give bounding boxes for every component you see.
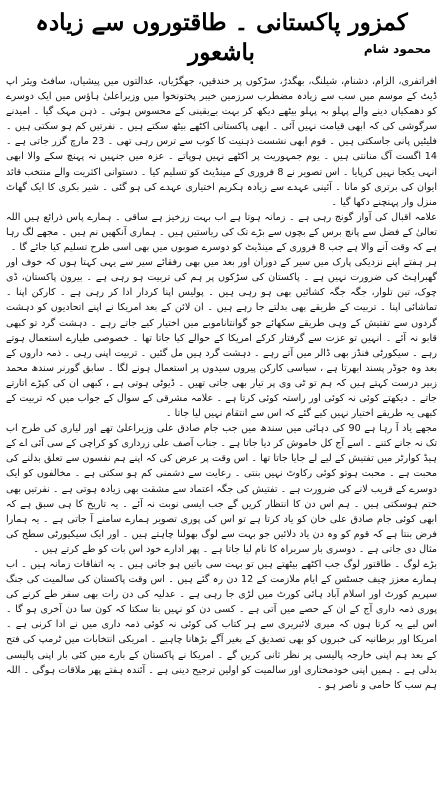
article-paragraph: علامہ اقبال کی آواز گونج رہی ہے ۔ زمانہ ہوتا ہے اب بہت زرخیز ہے ساقی ۔ ہمارے پاس ذرائع ہیں اللہ تعالیٰ کے فضل سے پانچ برس کے بچوں سے بڑے تک کی ریاستیں ہیں ۔ ہماری آنکھیں نم ہیں ۔ مجھے لگ رہا ہے کہ وقت آنے والا ہے جب 8 فروری کے مینڈیٹ کو دوسرے صوبوں میں بھی اسی طرح تسلیم کیا جائے گا ۔ bbox=[6, 211, 437, 254]
author-byline: محمود شام bbox=[363, 42, 431, 56]
article-body bbox=[6, 74, 437, 796]
column-headline: کمزور پاکستانی ۔ طاقتوروں سے زیادہ باشعور bbox=[35, 9, 408, 66]
article-paragraph: ہر ہفتے اپنے نزدیکی پارک میں سیر کے دوران اور بعد میں بھی رفقائے سیر سے یہی کہتا ہوں کہ خوف اور گھبراہٹ کی ضرورت نہیں ہے ۔ پاکستان کی سڑکوں پر ہم کی تربیت ہو رہی ہے ۔ بیرون پاکستان، ڈی چوک، تین تلوار، جگہ جگہ کشائیں بھی ہو رہی ہیں ۔ پولیس اپنا کردار ادا کر رہی ہے ۔ کارکن اپنا ۔ تماشائی اپنا ۔ تربیت کے طریقے بھی بدلتے جا رہے ہیں ۔ ان لائن کے بعد امریکا نے اپنے اتحادیوں کو دہشت گردوں سے تفتیش کے وہی طریقے سکھائے جو گوانتاناموبے میں اختیار کیے جاتے رہے ۔ دہشت گرد تو کبھی قابو نہ آئے ۔ انہیں تو عزت سے گرفتار کرکے امریکا کے حوالے کیا جاتا تھا ۔ خصوصی طیارے استعمال ہوتے رہے ۔ سیکورٹی فنڈز بھی ڈالر میں آتے رہے ۔ دہشت گرد ہیں مل گئیں ۔ تربیت اپنی رہی ۔ ذمہ داروں کے بعد وہ جوڈر پسند ابھرتا ہے ، سیاسی کارکن پیروں سیدوں پر استعمال ہونے لگا ۔ سابق گورنر سندھ محمد زبیر درست کہتے ہیں کہ ہم تو ٹی وی پر تیار بھی جاتی تھیں ۔ ڈیوٹی ہوتی ہے ، کبھی ان کی کپڑے اتارتے جاتے ۔ دیکھتے کوئی نہ کوئی اور راستہ کوئی کرتا ہے ۔ علامہ مشرقی کے سوال کے جواب میں کہ تربیت کے کبھی یہ طریقے اختیار نہیں کیے گئے کہ اس سے انتقام نہیں لیا جاتا ۔ bbox=[6, 257, 437, 420]
article-paragraph: مجھے یاد آ رہا ہے 90 کی دہائی میں سندھ میں جب جام صادق علی وزیراعلیٰ تھے اور لیاری کی طرح اب تک نہ جانے کتنے ۔ اسے آج کل خاموش کر دیا جاتا ہے ۔ جناب آصف علی زرداری کو کراچی کے سی آئی اے کے ہیڈ کوارٹر میں تفتیش کے لیے لے جایا جاتا تھا ۔ اس وقت پر عرض کی کہ اپنے ہم نفسوں سے تعلق بدلنے کی محبت ہے ۔ محبت ہوتو کوئی رکاوٹ نہیں بنتی ۔ رعایت سے دشمنی کم ہو سکتی ہے ۔ مخالفوں کو ایک دوسرے کے قریب لانے کی ضرورت ہے ۔ تفتیش کی جگہ اعتماد سے مشقت بھی زیادہ ہوتی ہے ۔ نفرتیں بھی ختم ہوسکتی ہیں ۔ ہم اس دن کا انتظار کریں گے جب ایسی نوبت نہ آئے ۔ یہ تاریخ کا ہی سبق ہے کہ ابھی کوئی جام صادق علی خان کو یاد کرتا ہے تو اس کی پوری تصویر ہمارے سامنے آ جاتی ہے ۔ یہ ہمارا فرض بنتا ہے کہ قوم کو وہ دن یاد دلائیں جو بہت سے لوگ بھولنا چاہتے ہیں ۔ اور ایک سیکیورٹی سطح کی مثال دی جاتی ہے ۔ دوسری بار سربراہ کا نام لیا جاتا ہے ۔ پھر ادارے خود اس بات کو طے کرتے ہیں ۔ bbox=[6, 423, 437, 555]
article-paragraph: افراتفری، الزام، دشنام، شیلنگ، بھگدڑ، سڑکوں پر خندقیں، جھگڑیاں، عدالتوں میں پیشیاں، سافٹ ویئر اپ ڈیٹ کے موسم میں سب سے زیادہ مضطرب سرزمین خیبر پختونخوا میں وزیراعلیٰ ہاؤس میں ایک دوسرے کو دھمکیاں دینے والے پہلو بہ پہلو بیٹھے دیکھ کر بہت بےیقینی کے محسوس ہوئی ۔ ذہن مہک گیا ۔ امیدنے سرگوشی کی کہ ابھی قیامت نہیں آئی ۔ ابھی پاکستانی اکٹھے بیٹھ سکتے ہیں ۔ نفرتیں کم ہو سکتی ہیں ۔ فلیٹیں پانی جاسکتی ہیں ۔ قوم ابھی نشست ذہنیت کا کوب سے ترس رہی تھی ۔ 23 مارچ گزر جاتی ہے ۔ 14 اگست آگ منانتی ہیں ۔ یوم جمہوریت پر اکٹھے نہیں ہوپاتے ۔ عزہ میں جنہیں نہ پہنچ سکے والا ابھی انہی یکجا نہیں کرپایا ۔ اس تصویر نے 8 فروری کے مینڈیٹ کو تسلیم کیا ۔ دستوانی اکثریت والے منتخب قائد ایوان کی برتری کو مانا ۔ آئینی عہدے سے زیادہ ہکریم اختیاری عہدے کی ہو گئی ۔ شیر بکری کا ایک گھاٹ منزل وار پہنچنے دکھا گیا ۔ bbox=[6, 76, 437, 208]
article-paragraph: بڑے لوگ ۔ طاقتور لوگ جب اکٹھے بیٹھتے ہیں تو بہت سی باتیں ہو جاتی ہیں ۔ یہ اتفاقات زمانہ ہیں ۔ اب ہمارے معزز چیف جسٹس کے ایام ملازمت کے 12 دن رہ گئے ہیں ۔ اس وقت پاکستان کی سالمیت کی جنگ سپریم کورٹ اور اسلام آباد ہائی کورٹ میں لڑی جا رہی ہے ۔ عدلیہ کی دن رات بھی سفر طے کرنے کی پوری ذمہ داری آج کے ان کے حصے میں آتی ہے ۔ کسی دن کو نہیں بتا سکتا کہ کون سا دن آخری ہو گا ۔ اس لیے یہ کرتا ہوں کہ میری لائبریری سے ہر کتاب کی کوئی نہ کوئی ذمہ داری میں نے ادا کرنی ہے ۔ امریکا اور برطانیہ کی خبروں کو بھی تصدیق کے بغیر آگے بڑھانا چاہیے ۔ امریکی انتخابات میں ٹرمپ کی فتح کے بعد ہم اپنی خارجہ پالیسی پر نظر ثانی کریں گے ۔ امریکا نے پاکستان کے بارے میں کئی بار اپنی پالیسی بدلی ہے ۔ ہمیں اپنی خودمختاری اور سالمیت کو اولین ترجیح دینی ہے ۔ آئندہ ہفتے پھر ملاقات ہوگی ۔ اللہ ہم سب کا حامی و ناصر ہو ۔ bbox=[6, 559, 437, 691]
